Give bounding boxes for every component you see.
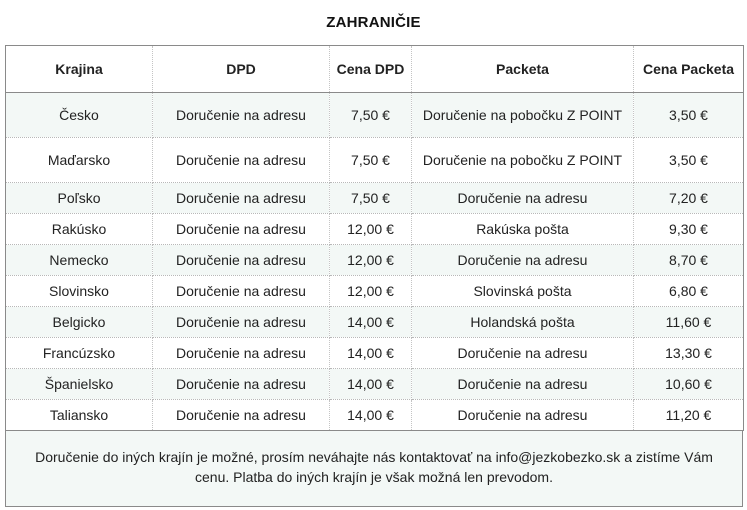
cell-packeta-price: 13,30 € [634, 338, 744, 369]
cell-country: Slovinsko [6, 276, 153, 307]
cell-packeta-price: 8,70 € [634, 245, 744, 276]
cell-packeta: Doručenie na adresu [412, 369, 634, 400]
table-row [6, 245, 744, 276]
shipping-table [5, 45, 744, 431]
cell-country: Taliansko [6, 400, 153, 431]
cell-dpd-price: 14,00 € [330, 307, 412, 338]
cell-packeta: Doručenie na adresu [412, 338, 634, 369]
cell-packeta-price: 11,20 € [634, 400, 744, 431]
table-row [6, 214, 744, 245]
cell-dpd: Doručenie na adresu [153, 400, 330, 431]
cell-dpd-price: 12,00 € [330, 245, 412, 276]
footer-note: Doručenie do iných krajín je možné, prosím neváhajte nás kontaktovať na info@jezkobezko.sk a zistíme Vám cenu. Platba do iných krajín je však možná len prevodom. [5, 431, 743, 507]
cell-packeta-price: 9,30 € [634, 214, 744, 245]
header-packeta: Packeta [412, 46, 634, 93]
header-dpd-price: Cena DPD [330, 46, 412, 93]
cell-country: Francúzsko [6, 338, 153, 369]
cell-country: Nemecko [6, 245, 153, 276]
cell-country: Poľsko [6, 183, 153, 214]
table-row [6, 307, 744, 338]
shipping-table-container [5, 45, 743, 507]
cell-dpd: Doručenie na adresu [153, 138, 330, 183]
cell-country: Rakúsko [6, 214, 153, 245]
table-header-row [6, 46, 744, 93]
cell-dpd: Doručenie na adresu [153, 183, 330, 214]
cell-packeta-price: 10,60 € [634, 369, 744, 400]
cell-packeta-price: 3,50 € [634, 93, 744, 138]
cell-packeta-price: 3,50 € [634, 138, 744, 183]
table-row [6, 183, 744, 214]
cell-dpd-price: 12,00 € [330, 276, 412, 307]
cell-dpd-price: 7,50 € [330, 183, 412, 214]
cell-dpd-price: 7,50 € [330, 138, 412, 183]
header-dpd: DPD [153, 46, 330, 93]
table-row [6, 138, 744, 183]
cell-packeta-price: 11,60 € [634, 307, 744, 338]
cell-packeta: Holandská pošta [412, 307, 634, 338]
cell-dpd-price: 14,00 € [330, 369, 412, 400]
cell-country: Česko [6, 93, 153, 138]
table-row [6, 400, 744, 431]
cell-packeta: Doručenie na adresu [412, 400, 634, 431]
cell-dpd: Doručenie na adresu [153, 93, 330, 138]
header-country: Krajina [6, 46, 153, 93]
table-row [6, 276, 744, 307]
cell-dpd: Doručenie na adresu [153, 276, 330, 307]
cell-dpd: Doručenie na adresu [153, 245, 330, 276]
cell-country: Maďarsko [6, 138, 153, 183]
cell-packeta: Slovinská pošta [412, 276, 634, 307]
cell-dpd-price: 7,50 € [330, 93, 412, 138]
cell-packeta: Doručenie na pobočku Z POINT [412, 138, 634, 183]
cell-packeta-price: 7,20 € [634, 183, 744, 214]
header-packeta-price: Cena Packeta [634, 46, 744, 93]
cell-packeta-price: 6,80 € [634, 276, 744, 307]
cell-packeta: Doručenie na adresu [412, 183, 634, 214]
cell-dpd-price: 14,00 € [330, 400, 412, 431]
cell-dpd-price: 14,00 € [330, 338, 412, 369]
cell-dpd: Doručenie na adresu [153, 338, 330, 369]
page-title: ZAHRANIČIE [326, 14, 421, 31]
cell-country: Belgicko [6, 307, 153, 338]
table-row [6, 338, 744, 369]
cell-packeta: Doručenie na pobočku Z POINT [412, 93, 634, 138]
table-row [6, 93, 744, 138]
cell-packeta: Rakúska pošta [412, 214, 634, 245]
cell-dpd: Doručenie na adresu [153, 214, 330, 245]
cell-dpd: Doručenie na adresu [153, 307, 330, 338]
cell-country: Španielsko [6, 369, 153, 400]
cell-dpd: Doručenie na adresu [153, 369, 330, 400]
table-row [6, 369, 744, 400]
cell-dpd-price: 12,00 € [330, 214, 412, 245]
cell-packeta: Doručenie na adresu [412, 245, 634, 276]
